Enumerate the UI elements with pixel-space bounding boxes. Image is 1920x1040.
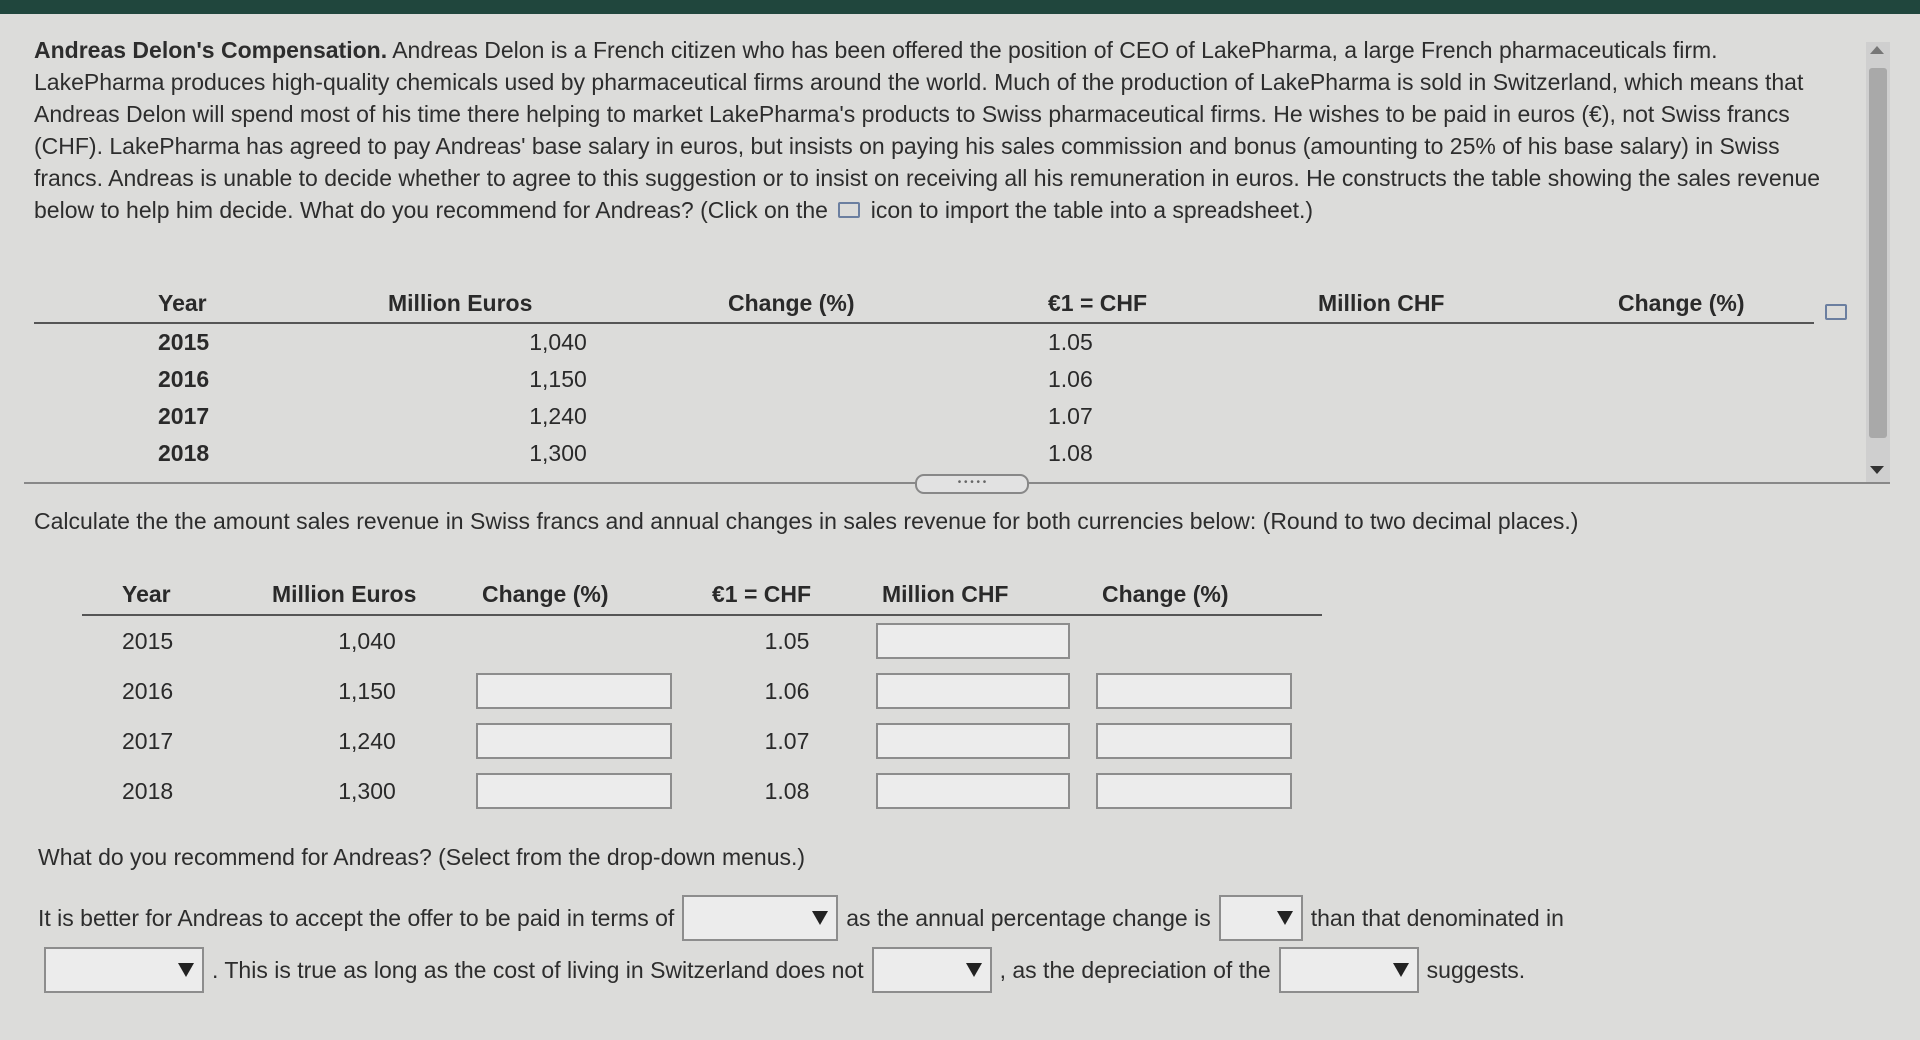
header-million-euros: Million Euros: [388, 284, 728, 323]
change-eur-2017-input[interactable]: [476, 723, 672, 759]
header-million-chf: Million CHF: [1318, 284, 1618, 323]
problem-body-end: icon to import the table into a spreadsheet.): [870, 197, 1314, 223]
rate-cell: 1.05: [1048, 329, 1093, 355]
change-chf-cell: [1092, 766, 1322, 816]
cost-of-living-dropdown[interactable]: [872, 947, 992, 993]
sentence-text: . This is true as long as the cost of living in Switzerland does not: [212, 956, 864, 983]
sentence-text: suggests.: [1426, 956, 1526, 983]
table-row: [34, 435, 1814, 472]
change-eur-2016-input[interactable]: [476, 673, 672, 709]
change-chf-cell: [1618, 361, 1814, 398]
resize-handle[interactable]: • • • • •: [915, 474, 1029, 494]
table-row: [82, 766, 1322, 816]
table-row: [82, 716, 1322, 766]
table-header-row: [34, 284, 1814, 323]
euros-cell: 1,300: [529, 440, 587, 466]
chf-cell: [1318, 398, 1618, 435]
table-row: [34, 361, 1814, 398]
chevron-down-icon: [812, 911, 828, 925]
recommendation-sentence-2: [44, 944, 1525, 996]
recommendation-question: What do you recommend for Andreas? (Select from the drop-down menus.): [38, 844, 806, 870]
header-change-chf: Change (%): [1618, 284, 1814, 323]
header-year: Year: [82, 574, 262, 616]
question-content: [0, 14, 1920, 1040]
change-eur-2018-input[interactable]: [476, 773, 672, 809]
scroll-down-arrow-icon[interactable]: [1870, 466, 1884, 474]
euros-cell: 1,240: [338, 727, 396, 754]
change-chf-cell: [1092, 716, 1322, 766]
table-row: [82, 616, 1322, 666]
header-million-chf: Million CHF: [872, 574, 1092, 616]
chevron-down-icon: [178, 963, 194, 977]
rate-cell: 1.05: [764, 627, 810, 654]
header-exchange-rate: €1 = CHF: [702, 574, 872, 616]
table-header-row: [82, 574, 1322, 616]
problem-title: Andreas Delon's Compensation.: [34, 37, 388, 63]
chf-2017-input[interactable]: [876, 723, 1070, 759]
change-eur-cell: [472, 666, 702, 716]
euros-cell: 1,150: [529, 366, 587, 392]
year-cell: 2016: [122, 677, 174, 704]
change-eur-cell: [472, 766, 702, 816]
chf-cell: [872, 766, 1092, 816]
spreadsheet-import-icon[interactable]: [838, 202, 860, 218]
currency-dropdown-2[interactable]: [44, 947, 204, 993]
rate-cell: 1.08: [1048, 440, 1093, 466]
chevron-down-icon: [966, 963, 982, 977]
change-cell: [728, 435, 1048, 472]
scroll-thumb[interactable]: [1869, 68, 1887, 438]
year-cell: 2017: [158, 403, 210, 429]
change-eur-cell: [472, 716, 702, 766]
table-row: [82, 666, 1322, 716]
change-chf-cell: [1092, 666, 1322, 716]
sentence-text: It is better for Andreas to accept the offer to be paid in terms of: [38, 904, 675, 931]
depreciation-currency-dropdown[interactable]: [1279, 947, 1419, 993]
chf-2015-input[interactable]: [876, 623, 1070, 659]
vertical-scrollbar[interactable]: [1866, 42, 1890, 482]
top-bar: [0, 0, 1920, 14]
chf-cell: [1318, 435, 1618, 472]
problem-body: Andreas Delon is a French citizen who has been offered the position of CEO of LakePharma, a large French pharmaceuticals firm. LakePharma produces high-quality chemicals used by pharmaceutical firms around the world. Much of the production of LakePharma is sold in Switzerland, which means that Andreas Delon will spend most of his time there helping to market LakePharma's products to Swiss pharmaceutical firms. He wishes to be paid in euros (€), not Swiss francs (CHF). LakePharma has agreed to pay Andreas' base salary in euros, but insists on paying his sales commission and bonus (amounting to 25% of his base salary) in Swiss francs. Andreas is unable to decide whether to agree to this suggestion or to insist on receiving all his remuneration in euros. He constructs the table showing the sales revenue below to help him decide. What do you recommend for Andreas? (Click on the: [34, 37, 1821, 223]
currency-dropdown[interactable]: [682, 895, 838, 941]
euros-cell: 1,150: [338, 677, 396, 704]
euros-cell: 1,300: [338, 777, 396, 804]
sentence-text: as the annual percentage change is: [846, 904, 1211, 931]
chevron-down-icon: [1277, 911, 1293, 925]
euros-cell: 1,040: [529, 329, 587, 355]
change-cell: [728, 323, 1048, 361]
rate-cell: 1.08: [764, 777, 810, 804]
header-change-eur: Change (%): [728, 284, 1048, 323]
change-chf-2016-input[interactable]: [1096, 673, 1292, 709]
year-cell: 2016: [158, 366, 210, 392]
rate-cell: 1.07: [1048, 403, 1093, 429]
year-cell: 2015: [122, 627, 174, 654]
chevron-down-icon: [1393, 963, 1409, 977]
change-eur-cell: [472, 616, 702, 666]
change-cell: [728, 361, 1048, 398]
chf-cell: [1318, 323, 1618, 361]
header-million-euros: Million Euros: [262, 574, 472, 616]
chf-2016-input[interactable]: [876, 673, 1070, 709]
change-chf-cell: [1618, 323, 1814, 361]
change-cell: [728, 398, 1048, 435]
year-cell: 2015: [158, 329, 210, 355]
rate-cell: 1.06: [764, 677, 810, 704]
instruction-text: Calculate the the amount sales revenue in Swiss francs and annual changes in sales revenue for both currencies below: (Round to two decimal places.): [34, 508, 1579, 534]
change-chf-cell: [1092, 616, 1322, 666]
year-cell: 2018: [158, 440, 210, 466]
header-change-chf: Change (%): [1092, 574, 1322, 616]
table-row: [34, 398, 1814, 435]
chf-cell: [872, 616, 1092, 666]
change-chf-cell: [1618, 435, 1814, 472]
sentence-text: , as the depreciation of the: [999, 956, 1271, 983]
header-exchange-rate: €1 = CHF: [1048, 284, 1318, 323]
chf-cell: [872, 716, 1092, 766]
sentence-text: than that denominated in: [1310, 904, 1564, 931]
chf-2018-input[interactable]: [876, 773, 1070, 809]
table-row: [34, 323, 1814, 361]
euros-cell: 1,040: [338, 627, 396, 654]
answer-table: [82, 574, 1322, 816]
change-chf-cell: [1618, 398, 1814, 435]
recommendation-sentence-1: [38, 894, 1564, 942]
scroll-up-arrow-icon[interactable]: [1870, 46, 1884, 54]
sales-revenue-table: [34, 284, 1814, 472]
comparison-dropdown[interactable]: [1219, 895, 1303, 941]
problem-statement: [34, 34, 1844, 226]
spreadsheet-import-icon[interactable]: [1825, 304, 1847, 320]
year-cell: 2018: [122, 777, 174, 804]
rate-cell: 1.06: [1048, 366, 1093, 392]
year-cell: 2017: [122, 727, 174, 754]
header-year: Year: [34, 284, 388, 323]
change-chf-2017-input[interactable]: [1096, 723, 1292, 759]
change-chf-2018-input[interactable]: [1096, 773, 1292, 809]
rate-cell: 1.07: [764, 727, 810, 754]
euros-cell: 1,240: [529, 403, 587, 429]
chf-cell: [872, 666, 1092, 716]
header-change-eur: Change (%): [472, 574, 702, 616]
chf-cell: [1318, 361, 1618, 398]
